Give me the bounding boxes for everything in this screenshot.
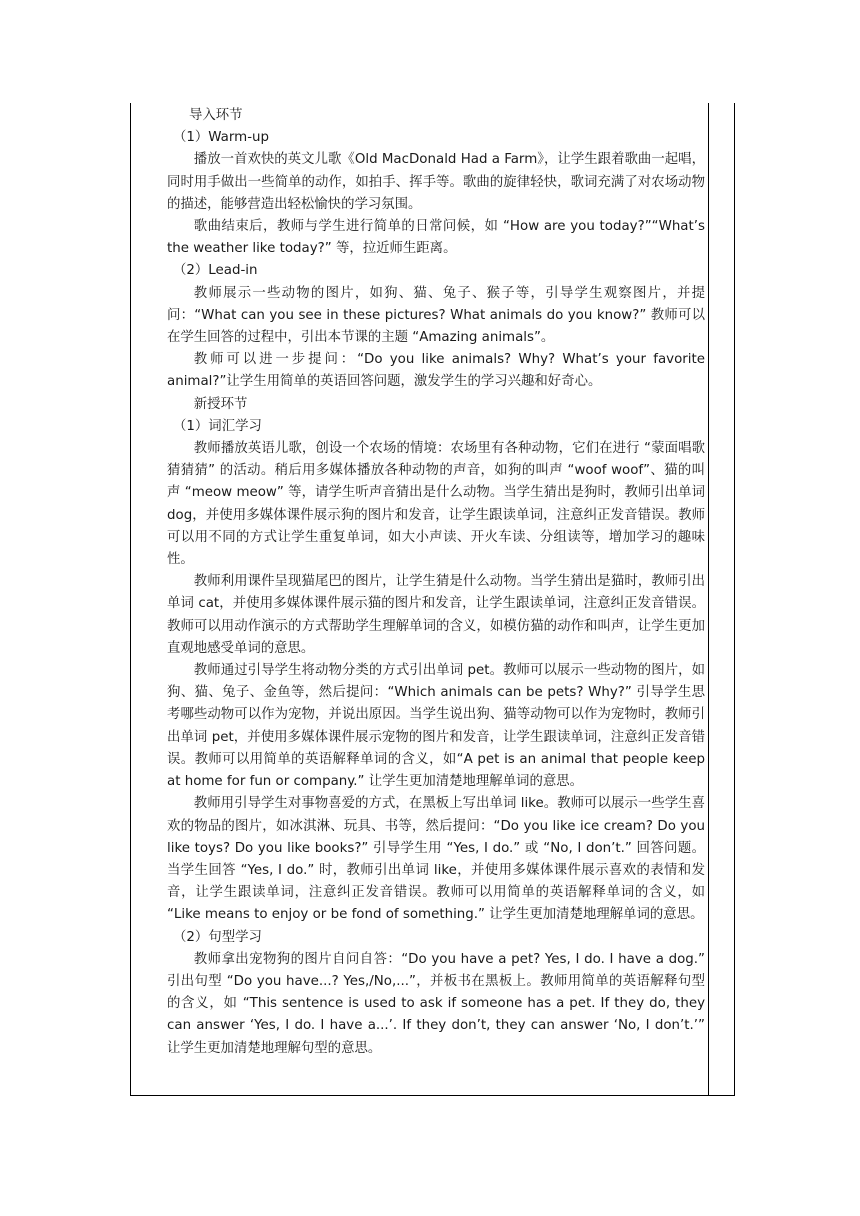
paragraph: 教师拿出宠物狗的图片自问自答：“Do you have a pet? Yes, I do. I have a dog.” 引出句型 “Do you have...? Yes,/No,...”，并板书在黑板上。教师用简单的英语解释句型的含义，如 “This sentence is used to ask if someone has a pet. If they do, they can answer ‘Yes, I do. I have a...’. If they don’t, they can answer ‘No, I don’t.’” 让学生更加清楚地理解句型的意思。 (167, 951, 705, 1056)
paragraph: 教师播放英语儿歌，创设一个农场的情境：农场里有各种动物，它们在进行 “蒙面唱歌猜猜猜” 的活动。稍后用多媒体播放各种动物的声音，如狗的叫声 “woof woof”、猫的叫声 “meow meow” 等，请学生听声音猜出是什么动物。当学生猜出是狗时，教师引出单词 dog，并使用多媒体课件展示狗的图片和发音，让学生跟读单词，注意纠正发音错误。教师可以用不同的方式让学生重复单词，如大小声读、开火车读、分组读等，增加学习的趣味性。 (167, 441, 705, 568)
lesson-table (130, 103, 735, 1096)
section-heading-new: 新授环节 (193, 396, 248, 412)
paragraph: 播放一首欢快的英文儿歌《Old MacDonald Had a Farm》，让学生跟着歌曲一起唱，同时用手做出一些简单的动作，如拍手、挥手等。歌曲的旋律轻快，歌词充满了对农场动物的描述，能够营造出轻松愉快的学习氛围。 (167, 152, 705, 212)
paragraph: 歌曲结束后，教师与学生进行简单的日常问候，如 “How are you today?”“What’s the weather like today?” 等，拉近师生距离。 (167, 219, 705, 257)
subsection-leadin: （2）Lead-in (173, 263, 258, 279)
subsection-sentence: （2）句型学习 (173, 929, 262, 945)
subsection-vocabulary: （1）词汇学习 (173, 418, 262, 434)
paragraph: 教师利用课件呈现猫尾巴的图片，让学生猜是什么动物。当学生猜出是猫时，教师引出单词 cat，并使用多媒体课件展示猫的图片和发音，让学生跟读单词，注意纠正发音错误。教师可以用动作演示的方式帮助学生理解单词的含义，如模仿猫的动作和叫声，让学生更加直观地感受单词的意思。 (167, 574, 705, 656)
subsection-warmup: （1）Warm-up (173, 130, 270, 146)
paragraph: 教师通过引导学生将动物分类的方式引出单词 pet。教师可以展示一些动物的图片，如狗、猫、兔子、金鱼等，然后提问：“Which animals can be pets? Why?” 引导学生思考哪些动物可以作为宠物，并说出原因。当学生说出狗、猫等动物可以作为宠物时，教师引出单词 pet，并使用多媒体课件展示宠物的图片和发音，让学生跟读单词，注意纠正发音错误。教师可以用简单的英语解释单词的含义，如“A pet is an animal that people keep at home for fun or company.” 让学生更加清楚地理解单词的意思。 (167, 663, 705, 790)
paragraph: 教师用引导学生对事物喜爱的方式，在黑板上写出单词 like。教师可以展示一些学生喜欢的物品的图片，如冰淇淋、玩具、书等，然后提问：“Do you like ice cream? Do you like toys? Do you like books?” 引导学生用 “Yes, I do.” 或 “No, I don’t.” 回答问题。当学生回答 “Yes, I do.” 时，教师引出单词 like，并使用多媒体课件展示喜欢的表情和发音，让学生跟读单词，注意纠正发音错误。教师可以用简单的英语解释单词的含义，如 “Like means to enjoy or be fond of something.” 让学生更加清楚地理解单词的意思。 (167, 796, 705, 923)
section-heading-intro: 导入环节 (189, 108, 243, 123)
lesson-content (167, 105, 705, 1060)
column-divider (708, 103, 709, 1095)
paragraph: 教师可以进一步提问：“Do you like animals? Why? What’s your favorite animal?”让学生用简单的英语回答问题，激发学生的学习兴趣和好奇心。 (167, 352, 705, 390)
paragraph: 教师展示一些动物的图片，如狗、猫、兔子、猴子等，引导学生观察图片，并提问：“What can you see in these pictures? What animals do you know?” 教师可以在学生回答的过程中，引出本节课的主题 “Amazing animals”。 (167, 285, 705, 346)
